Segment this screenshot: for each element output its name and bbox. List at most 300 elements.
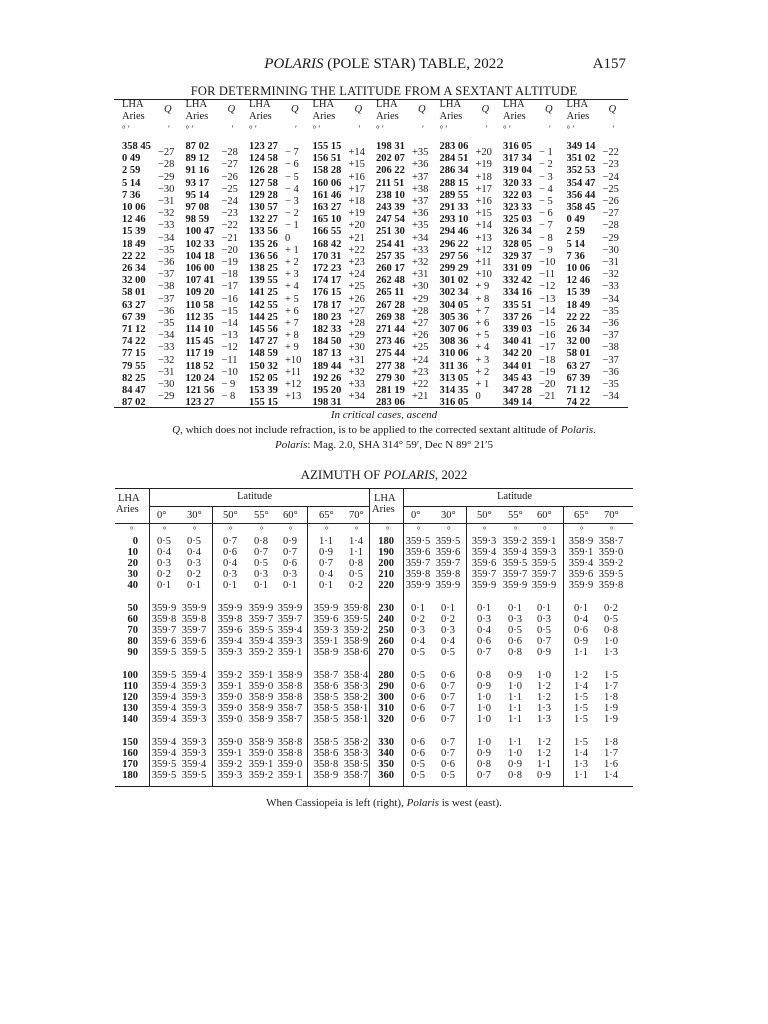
lha-value: 7 36 <box>566 250 585 262</box>
polaris-subtitle: FOR DETERMINING THE LATITUDE FROM A SEXTANT ALTITUDE <box>190 84 578 98</box>
az-value: 359·1 <box>277 647 303 658</box>
az-value: 359·3 <box>181 714 207 725</box>
lha-value: 121 56 <box>185 385 215 396</box>
az-value: 359·9 <box>531 580 557 591</box>
az-value: 0·7 <box>223 536 237 547</box>
lha-value: 325 03 <box>503 214 532 226</box>
az-lha-label: LHA <box>118 493 140 504</box>
az-value: 0·9 <box>477 681 491 692</box>
az-value: 0·5 <box>349 569 363 580</box>
lha-value: 126 28 <box>249 165 278 177</box>
header-units: ° ′ <box>312 124 321 134</box>
az-value: 0·5 <box>441 647 455 658</box>
lha-value: 211 51 <box>376 177 405 189</box>
az-value: 0·6 <box>508 636 522 647</box>
az-value: 0·5 <box>411 647 425 658</box>
q-value: +36 <box>412 208 429 220</box>
header-lha: LHA <box>566 99 589 110</box>
az-value: 1·2 <box>537 748 551 759</box>
lha-value: 156 51 <box>312 153 342 165</box>
q-value: −12 <box>221 342 238 354</box>
az-value: 359·2 <box>502 536 528 547</box>
az-value: 0·9 <box>508 670 522 681</box>
az-value: 1·1 <box>319 536 333 547</box>
az-lat-header: 30° <box>441 510 456 521</box>
az-lha-value: 160 <box>122 748 138 759</box>
lha-value: 358 45 <box>122 141 151 152</box>
header-aries: Aries <box>122 111 145 122</box>
az-value: 0·5 <box>187 536 201 547</box>
polaris-column <box>561 98 625 409</box>
az-value: 0·4 <box>223 558 237 569</box>
az-value: 359·4 <box>151 703 177 714</box>
q-value: − 7 <box>539 220 553 232</box>
q-value: − 8 <box>539 232 553 244</box>
q-value: −30 <box>158 183 175 195</box>
az-value: 359·9 <box>405 580 431 591</box>
az-lat-header: 70° <box>349 510 364 521</box>
az-value: 358·5 <box>313 737 339 748</box>
lha-value: 144 25 <box>249 311 278 323</box>
az-value: 1·0 <box>537 670 551 681</box>
az-latitude-label: Latitude <box>497 491 532 502</box>
lha-value: 93 17 <box>185 177 210 189</box>
q-value: +38 <box>412 183 429 195</box>
header-lha: LHA <box>249 99 271 110</box>
q-value: − 9 <box>221 378 236 390</box>
az-degree-mark: ° <box>355 525 359 535</box>
q-value: −37 <box>158 293 175 305</box>
az-lha-value: 150 <box>122 737 138 748</box>
az-value: 0·2 <box>349 580 363 591</box>
q-value: −32 <box>158 208 175 220</box>
az-value: 358·4 <box>343 670 369 681</box>
lha-value: 148 59 <box>249 348 278 360</box>
q-value: + 4 <box>475 342 490 354</box>
az-value: 0·4 <box>411 636 425 647</box>
az-value: 0·7 <box>283 547 297 558</box>
q-value: +28 <box>412 305 429 317</box>
az-degree-mark: ° <box>325 525 329 535</box>
az-value: 359·7 <box>435 558 461 569</box>
lha-value: 299 29 <box>439 263 469 274</box>
az-value: 0·3 <box>508 614 522 625</box>
az-value: 0·7 <box>319 558 333 569</box>
az-lat-header: 65° <box>319 510 334 521</box>
az-value: 0·8 <box>254 536 268 547</box>
lha-value: 283 06 <box>376 397 405 409</box>
q-value: + 9 <box>285 342 299 354</box>
q-value: −20 <box>539 378 556 390</box>
lha-value: 317 34 <box>503 153 532 165</box>
q-value: −14 <box>539 305 556 317</box>
lha-value: 238 10 <box>376 189 405 201</box>
az-value: 0·8 <box>477 759 491 770</box>
lha-value: 304 05 <box>439 299 469 311</box>
q-value: + 1 <box>285 244 299 256</box>
q-value: −16 <box>221 293 238 305</box>
q-value: −38 <box>602 342 619 354</box>
q-value: + 3 <box>475 354 490 366</box>
az-value: 359·4 <box>151 681 177 692</box>
q-value: +27 <box>412 317 429 329</box>
az-value: 359·6 <box>435 547 461 558</box>
q-value: +35 <box>412 147 429 159</box>
az-value: 0·9 <box>574 636 588 647</box>
az-value: 359·2 <box>248 647 274 658</box>
q-value: −22 <box>602 147 619 159</box>
az-value: 359·5 <box>151 670 177 681</box>
lha-value: 257 35 <box>376 250 405 262</box>
az-value: 358·9 <box>248 714 274 725</box>
az-lha-value: 170 <box>122 759 138 770</box>
az-value: 359·0 <box>248 681 274 692</box>
lha-value: 293 10 <box>439 214 469 226</box>
az-lha-value: 350 <box>378 759 394 770</box>
lha-value: 165 10 <box>312 214 342 226</box>
az-degree-mark: ° <box>483 525 487 535</box>
q-value: −17 <box>221 281 238 293</box>
q-value: +16 <box>348 171 365 183</box>
az-value: 359·7 <box>502 569 528 580</box>
lha-value: 147 27 <box>249 336 278 348</box>
q-value: − 9 <box>539 244 553 256</box>
polaris-column <box>180 98 244 409</box>
q-value: +15 <box>348 159 365 171</box>
az-lat-header: 60° <box>537 510 552 521</box>
lha-value: 202 07 <box>376 153 405 165</box>
lha-value: 87 02 <box>122 397 146 409</box>
az-value: 1·5 <box>574 714 588 725</box>
az-lha-value: 260 <box>378 636 394 647</box>
az-value: 1·3 <box>537 703 551 714</box>
az-value: 359·7 <box>405 558 431 569</box>
az-value: 0·3 <box>254 569 268 580</box>
az-value: 1·1 <box>508 737 522 748</box>
lha-value: 271 44 <box>376 324 405 335</box>
lha-value: 7 36 <box>122 189 141 201</box>
q-value: −23 <box>221 208 238 220</box>
lha-value: 294 46 <box>439 226 469 238</box>
az-value: 0·6 <box>411 737 425 748</box>
az-value: 358·9 <box>277 670 303 681</box>
lha-value: 345 43 <box>503 372 532 384</box>
q-value: −34 <box>158 232 175 244</box>
az-value: 1·4 <box>574 748 588 759</box>
q-value: +37 <box>412 171 429 183</box>
q-value: + 5 <box>475 330 490 342</box>
az-degree-mark: ° <box>543 525 547 535</box>
q-value: +13 <box>285 391 302 403</box>
az-lha-value: 100 <box>122 670 138 681</box>
q-value: +22 <box>412 378 429 390</box>
az-value: 0·9 <box>283 536 297 547</box>
q-value: + 4 <box>285 281 299 293</box>
lha-value: 311 36 <box>439 360 468 372</box>
q-value: −12 <box>539 281 556 293</box>
lha-value: 342 20 <box>503 348 532 360</box>
az-lha-value: 230 <box>378 603 394 614</box>
az-lha-value: 70 <box>127 625 138 636</box>
az-value: 358·9 <box>248 737 274 748</box>
q-value: −37 <box>602 330 619 342</box>
lha-value: 95 14 <box>185 189 210 201</box>
lha-value: 74 22 <box>566 397 591 409</box>
q-value: − 2 <box>539 159 553 171</box>
az-value: 359·4 <box>181 759 207 770</box>
az-value: 359·8 <box>181 614 207 625</box>
az-value: 359·0 <box>598 547 624 558</box>
note-q-text: , which does not include refraction, is to be applied to the corrected sextant altitude of <box>180 424 561 436</box>
lha-value: 109 20 <box>185 287 215 299</box>
az-value: 1·7 <box>604 748 618 759</box>
q-value: −36 <box>602 366 619 378</box>
header-aries: Aries <box>185 111 209 122</box>
q-value: −25 <box>221 183 238 195</box>
az-lha-value: 310 <box>378 703 394 714</box>
az-value: 0·7 <box>254 547 268 558</box>
header-lha: LHA <box>312 99 335 110</box>
lha-value: 71 12 <box>122 324 146 335</box>
az-value: 358·6 <box>313 748 339 759</box>
az-lat-header: 30° <box>187 510 202 521</box>
lha-value: 334 16 <box>503 287 532 299</box>
q-value: −33 <box>602 281 619 293</box>
lha-value: 135 26 <box>249 238 278 250</box>
lha-value: 123 27 <box>185 397 215 409</box>
az-value: 1·2 <box>574 670 588 681</box>
q-value: +18 <box>475 171 492 183</box>
lha-value: 174 17 <box>312 275 342 287</box>
lha-value: 82 25 <box>122 372 146 384</box>
q-value: +21 <box>348 232 365 244</box>
header-units: ° ′ <box>376 124 384 134</box>
az-value: 1·4 <box>604 770 618 781</box>
az-value: 1·0 <box>604 636 618 647</box>
rule-bottom <box>114 407 628 408</box>
lha-value: 142 55 <box>249 299 278 311</box>
lha-value: 331 09 <box>503 263 532 274</box>
az-value: 359·5 <box>151 759 177 770</box>
header-q-unit: ′ <box>549 124 551 134</box>
lha-value: 10 06 <box>566 263 591 274</box>
lha-value: 107 41 <box>185 275 215 287</box>
az-value: 359·5 <box>151 647 177 658</box>
lha-value: 132 27 <box>249 214 278 226</box>
lha-value: 133 56 <box>249 226 278 238</box>
q-value: − 5 <box>285 171 299 183</box>
az-value: 1·1 <box>508 703 522 714</box>
az-value: 359·5 <box>151 770 177 781</box>
az-value: 1·0 <box>477 737 491 748</box>
lha-value: 97 08 <box>185 202 210 213</box>
az-value: 359·9 <box>277 603 303 614</box>
az-value: 1·2 <box>537 692 551 703</box>
lha-value: 340 41 <box>503 336 532 348</box>
header-lha: LHA <box>503 99 525 110</box>
az-value: 1·3 <box>574 759 588 770</box>
az-value: 1·9 <box>604 714 618 725</box>
q-value: − 6 <box>539 208 553 220</box>
header-units: ° ′ <box>566 124 575 134</box>
az-value: 359·6 <box>217 625 243 636</box>
az-value: 359·5 <box>405 536 431 547</box>
q-value: −27 <box>602 208 619 220</box>
lha-value: 104 18 <box>185 250 215 262</box>
az-value: 0·7 <box>477 770 491 781</box>
az-value: 359·9 <box>435 580 461 591</box>
lha-value: 319 04 <box>503 165 532 177</box>
lha-value: 22 22 <box>122 250 146 262</box>
az-value: 359·8 <box>435 569 461 580</box>
q-value: + 2 <box>285 256 299 268</box>
az-value: 0·7 <box>441 737 455 748</box>
lha-value: 296 22 <box>439 238 469 250</box>
az-value: 0·8 <box>508 770 522 781</box>
header-lha: LHA <box>439 99 462 110</box>
az-lat-header: 55° <box>254 510 269 521</box>
lha-value: 150 32 <box>249 360 278 372</box>
az-lha-value: 90 <box>127 647 138 658</box>
az-value: 0·9 <box>537 647 551 658</box>
az-rule-bottom <box>115 786 633 787</box>
az-value: 358·9 <box>248 692 274 703</box>
az-degree-mark: ° <box>447 525 451 535</box>
q-value: −24 <box>221 195 238 207</box>
lha-value: 87 02 <box>185 141 210 152</box>
lha-value: 279 30 <box>376 372 405 384</box>
az-value: 359·1 <box>568 547 594 558</box>
az-value: 0·3 <box>441 625 455 636</box>
q-value: −11 <box>221 354 238 366</box>
q-value: −35 <box>158 244 175 256</box>
az-value: 358·9 <box>313 770 339 781</box>
az-value: 0·6 <box>411 748 425 759</box>
az-lat-header: 60° <box>283 510 298 521</box>
az-value: 0·4 <box>574 614 588 625</box>
q-value: +33 <box>348 378 365 390</box>
lha-value: 262 48 <box>376 275 405 287</box>
az-value: 0·1 <box>537 603 551 614</box>
az-value: 359·7 <box>151 625 177 636</box>
q-value: −18 <box>221 269 238 281</box>
lha-value: 305 36 <box>439 311 469 323</box>
header-aries: Aries <box>376 111 399 122</box>
az-value: 0·4 <box>319 569 333 580</box>
lha-value: 12 46 <box>122 214 146 226</box>
az-value: 1·3 <box>537 714 551 725</box>
note-mag <box>0 439 768 451</box>
az-rule-lat-left <box>149 506 369 507</box>
az-value: 359·6 <box>313 614 339 625</box>
az-rule-head <box>115 523 633 524</box>
lha-value: 32 00 <box>566 336 591 348</box>
az-value: 359·5 <box>531 558 557 569</box>
az-lha-value: 0 <box>132 536 138 547</box>
az-value: 359·4 <box>568 558 594 569</box>
q-value: +26 <box>348 293 365 305</box>
az-value: 358·9 <box>248 703 274 714</box>
note-q <box>0 424 768 436</box>
lha-value: 316 05 <box>439 397 469 409</box>
az-value: 358·1 <box>343 703 369 714</box>
az-value: 1·0 <box>477 714 491 725</box>
az-aries-label: Aries <box>372 504 395 515</box>
q-value: −34 <box>602 391 619 403</box>
lha-value: 172 23 <box>312 263 342 274</box>
az-value: 358·2 <box>343 692 369 703</box>
lha-value: 344 01 <box>503 360 532 372</box>
az-value: 1·1 <box>574 770 588 781</box>
q-value: +22 <box>348 244 365 256</box>
lha-value: 354 47 <box>566 177 596 189</box>
q-value: − 3 <box>285 195 299 207</box>
az-value: 0·4 <box>157 547 171 558</box>
az-value: 358·8 <box>313 759 339 770</box>
q-value: −21 <box>221 232 238 244</box>
az-value: 1·5 <box>574 692 588 703</box>
q-value: +29 <box>412 293 429 305</box>
lha-value: 326 34 <box>503 226 532 238</box>
lha-value: 313 05 <box>439 372 469 384</box>
az-value: 359·0 <box>217 714 243 725</box>
az-value: 0·5 <box>411 770 425 781</box>
q-value: −15 <box>221 305 238 317</box>
az-lha-value: 210 <box>378 569 394 580</box>
az-lha-value: 40 <box>127 580 138 591</box>
az-value: 0·6 <box>411 681 425 692</box>
lha-value: 184 50 <box>312 336 342 348</box>
note-mag-star: Polaris <box>274 439 308 451</box>
az-value: 359·3 <box>313 625 339 636</box>
q-value: −34 <box>158 330 175 342</box>
az-value: 359·0 <box>217 703 243 714</box>
az-degree-mark: ° <box>610 525 614 535</box>
lha-value: 243 39 <box>376 202 405 213</box>
az-lha-value: 20 <box>127 558 138 569</box>
az-lha-value: 300 <box>378 692 394 703</box>
lha-value: 58 01 <box>122 287 146 299</box>
az-value: 358·5 <box>313 703 339 714</box>
q-value: +17 <box>348 183 365 195</box>
q-value: +14 <box>475 220 492 232</box>
page-title <box>0 56 768 73</box>
az-value: 359·8 <box>217 614 243 625</box>
az-lha-value: 110 <box>122 681 138 692</box>
az-value: 359·1 <box>248 670 274 681</box>
q-value: 0 <box>285 232 291 244</box>
az-value: 0·3 <box>477 614 491 625</box>
az-value: 1·0 <box>508 748 522 759</box>
az-value: 0·6 <box>441 670 455 681</box>
az-value: 0·2 <box>441 614 455 625</box>
az-value: 0·6 <box>574 625 588 636</box>
q-value: −34 <box>602 293 619 305</box>
q-value: +37 <box>412 195 429 207</box>
az-value: 358·6 <box>343 647 369 658</box>
lha-value: 356 44 <box>566 189 596 201</box>
q-value: +35 <box>412 220 429 232</box>
lha-value: 308 36 <box>439 336 469 348</box>
q-value: +31 <box>348 354 365 366</box>
q-value: −10 <box>221 366 238 378</box>
header-lha: LHA <box>122 99 144 110</box>
q-value: −23 <box>602 159 619 171</box>
lha-value: 98 59 <box>185 214 210 226</box>
az-value: 1·7 <box>604 681 618 692</box>
q-value: −29 <box>602 232 619 244</box>
lha-value: 198 31 <box>312 397 342 409</box>
